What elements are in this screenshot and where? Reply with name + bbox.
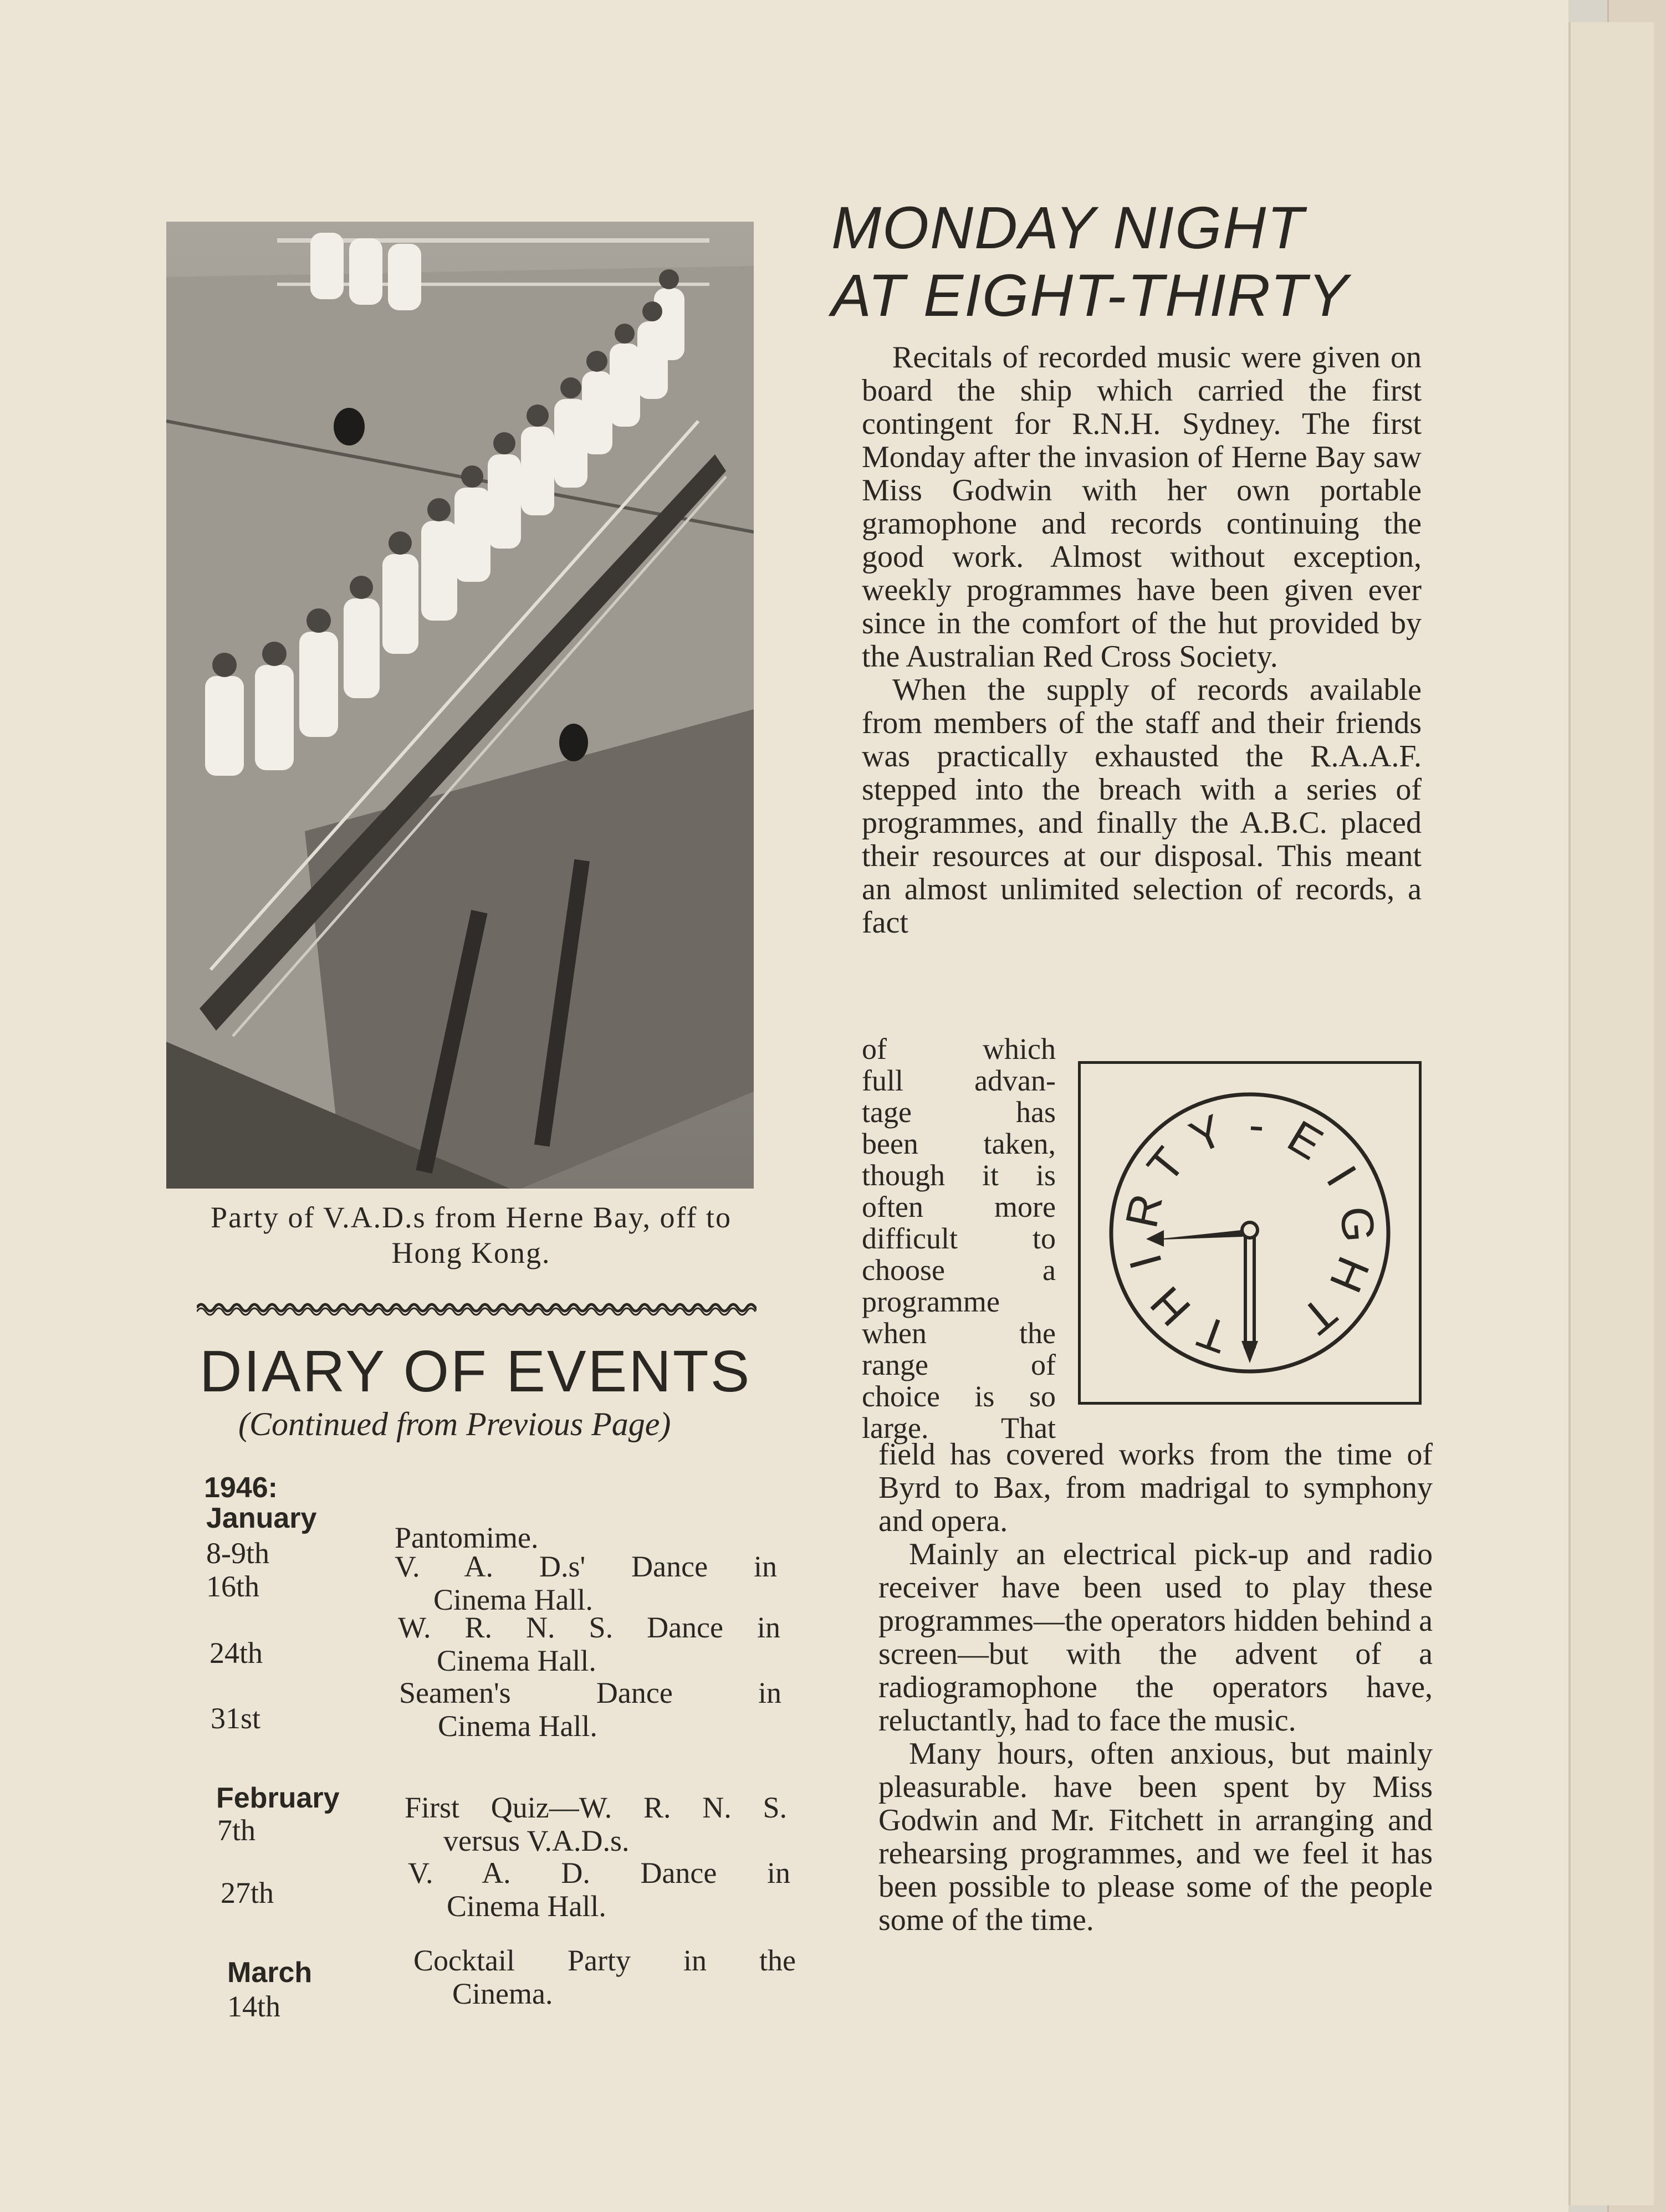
entry-date: 31st bbox=[211, 1702, 261, 1735]
clock-letter: - bbox=[1247, 1099, 1266, 1151]
article-paragraph: Mainly an electrical pick-up and radio receiver have been used to play these programmes—the operators hidden behind a screen—but with the advent of a radiogramophone the operators have, reluctantly, had to face the music. bbox=[878, 1537, 1433, 1738]
entry-date: 27th bbox=[221, 1876, 274, 1909]
entry-date: 7th bbox=[217, 1814, 256, 1847]
photo-caption: Party of V.A.D.s from Herne Bay, off to Hong Kong. bbox=[211, 1201, 732, 1269]
article-paragraph: Recitals of recorded music were given on board the ship which carried the first contingent for R.N.H. Sydney. The first Monday after the invasion of Herne Bay saw Miss Godwin with her own portable gramophone and records continuing the good work. Almost without exception, weekly programmes have been given ever since in the comfort of the hut provided by the Australian Red Cross Society. bbox=[862, 340, 1422, 674]
wavy-divider bbox=[197, 1299, 757, 1316]
diary-subtitle: (Continued from Previous Page) bbox=[238, 1406, 671, 1442]
ship-gangway-photo bbox=[166, 222, 754, 1189]
entry-date: 14th bbox=[227, 1990, 281, 2023]
entry-date: 8-9th bbox=[206, 1537, 269, 1570]
clock-letter: H bbox=[1320, 1250, 1379, 1299]
photo-illustration bbox=[166, 222, 754, 1189]
entry-event: Seamen's Dance in Cinema Hall. bbox=[399, 1676, 781, 1743]
article-paragraph: When the supply of records available from members of the staff and their friends was practically exhausted the R.A.A.F. stepped into the breach with a series of programmes, and finally the A.B.C. placed their resources at our disposal. This meant an almost unlimited selection of records, a fact bbox=[862, 673, 1422, 940]
clock-letter: T bbox=[1191, 1305, 1235, 1363]
clock-letter: T bbox=[1292, 1287, 1346, 1344]
entry-date: 24th bbox=[209, 1636, 263, 1670]
entry-event: V. A. D.s' Dance in Cinema Hall. bbox=[395, 1550, 777, 1616]
article-paragraph: Many hours, often anxious, but mainly pleasurable. have been spent by Miss Godwin and Mr. Fitchett in arranging and rehearsing programmes, and we feel it has been possible to please some of the people some of the time. bbox=[878, 1737, 1433, 1937]
article-body-top bbox=[862, 341, 1422, 939]
clock-icon bbox=[1081, 1064, 1419, 1402]
clock-letter: I bbox=[1120, 1248, 1172, 1275]
entry-event: First Quiz—W. R. N. S. versus V.A.D.s. bbox=[405, 1791, 787, 1857]
month-january: January bbox=[206, 1502, 317, 1534]
thirty-eight-clock bbox=[1078, 1061, 1422, 1405]
clock-letter: R bbox=[1116, 1189, 1173, 1232]
entry-event: Pantomime. bbox=[395, 1521, 539, 1554]
entry-date: 16th bbox=[206, 1570, 260, 1603]
entry-event: W. R. N. S. Dance in Cinema Hall. bbox=[398, 1611, 780, 1677]
entry-event: V. A. D. Dance in Cinema Hall. bbox=[408, 1856, 790, 1923]
article-title bbox=[831, 194, 1441, 329]
diary-year: 1946: bbox=[204, 1472, 278, 1504]
article-title-line1: MONDAY NIGHT bbox=[831, 194, 1305, 261]
clock-letter: H bbox=[1141, 1277, 1200, 1335]
article-body-bottom bbox=[878, 1438, 1433, 1937]
clock-letter: G bbox=[1331, 1205, 1384, 1244]
entry-event: Cocktail Party in the Cinema. bbox=[413, 1944, 796, 2010]
clock-letter: Y bbox=[1182, 1105, 1231, 1164]
month-march: March bbox=[227, 1957, 313, 1989]
clock-letter: I bbox=[1316, 1157, 1366, 1195]
clock-letter: T bbox=[1137, 1138, 1195, 1192]
clock-letter: E bbox=[1279, 1111, 1331, 1170]
article-paragraph: field has covered works from the time of Byrd to Bax, from madrigal to symphony and opera. bbox=[878, 1437, 1433, 1538]
page-edge bbox=[1568, 22, 1654, 2205]
article-title-line2: AT EIGHT-THIRTY bbox=[831, 262, 1350, 329]
article-narrow-column: of which full advan- tage has been taken, though it is often more difficult to choose a programme when the range of choice is so large. That bbox=[862, 1032, 1056, 1445]
diary-title: DIARY OF EVENTS bbox=[200, 1339, 752, 1404]
month-february: February bbox=[216, 1782, 340, 1814]
